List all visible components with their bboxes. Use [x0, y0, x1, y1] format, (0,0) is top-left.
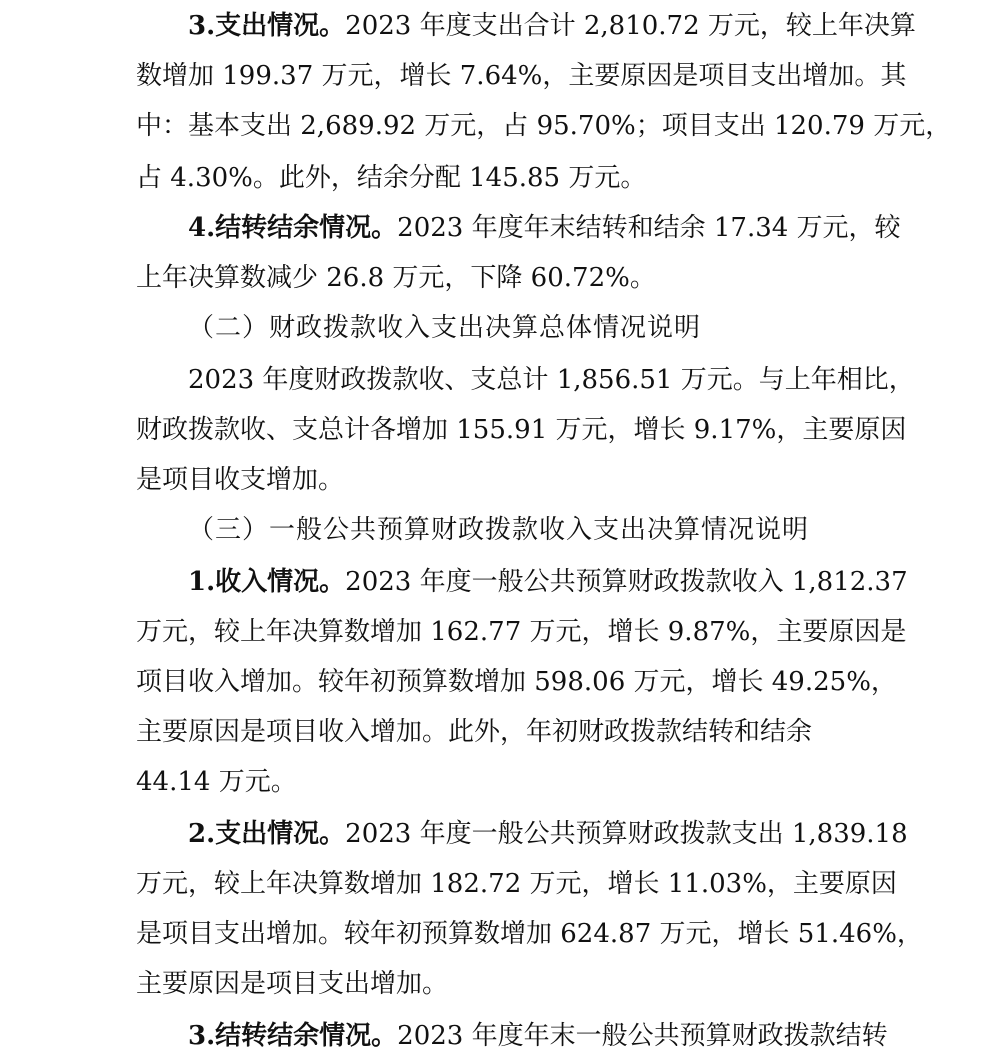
line-text: 2023 年度年末一般公共预算财政拨款结转: [397, 1021, 888, 1051]
text-line: [136, 460, 876, 500]
section-heading: 2.支出情况。: [188, 819, 346, 849]
line-text: 中：基本支出 2,689.92 万元，占 95.70%；项目支出 120.79 万元，: [136, 111, 952, 141]
text-line: [136, 914, 923, 954]
line-text: 2023 年度年末结转和结余 17.34 万元，较: [397, 213, 901, 243]
line-text: 主要原因是项目支出增加。: [136, 969, 449, 999]
line-text: 万元，较上年决算数增加 162.77 万元，增长 9.87%，主要原因是: [136, 617, 907, 647]
line-text: 2023 年度一般公共预算财政拨款支出 1,839.18: [345, 819, 908, 849]
text-line: [136, 410, 907, 450]
text-line: [136, 56, 907, 96]
section-heading: 3.结转结余情况。: [188, 1021, 398, 1051]
line-text: 万元，较上年决算数增加 182.72 万元，增长 11.03%，主要原因: [136, 869, 897, 899]
line-text: 2023 年度财政拨款收、支总计 1,856.51 万元。与上年相比，: [188, 365, 915, 395]
line-text: 44.14 万元。: [136, 767, 297, 797]
text-line: [136, 158, 876, 198]
line-text: （三）一般公共预算财政拨款收入支出决算情况说明: [188, 515, 810, 545]
line-text: 2023 年度支出合计 2,810.72 万元，较上年决算: [345, 11, 916, 41]
text-line: [136, 864, 897, 904]
line-text: 是项目收支增加。: [136, 465, 345, 495]
section-heading: 4.结转结余情况。: [188, 213, 398, 243]
line-text: 主要原因是项目收入增加。此外，年初财政拨款结转和结余: [136, 717, 813, 747]
subsection-heading: [188, 510, 809, 550]
line-text: 是项目支出增加。较年初预算数增加 624.87 万元，增长 51.46%，: [136, 919, 923, 949]
line-text: 占 4.30%。此外，结余分配 145.85 万元。: [136, 163, 647, 193]
text-line: [136, 106, 952, 146]
text-line: [188, 814, 908, 854]
text-line: [136, 712, 876, 752]
text-line: [188, 360, 915, 400]
text-line: [188, 208, 901, 248]
text-line: [188, 1016, 888, 1056]
line-text: 项目收入增加。较年初预算数增加 598.06 万元，增长 49.25%，: [136, 667, 897, 697]
line-text: 2023 年度一般公共预算财政拨款收入 1,812.37: [345, 567, 908, 597]
line-text: （二）财政拨款收入支出决算总体情况说明: [188, 313, 702, 343]
text-line: [136, 612, 907, 652]
section-heading: 3.支出情况。: [188, 11, 346, 41]
text-line: [136, 762, 876, 802]
line-text: 数增加 199.37 万元，增长 7.64%，主要原因是项目支出增加。其: [136, 61, 907, 91]
text-line: [188, 6, 916, 46]
section-heading: 1.收入情况。: [188, 567, 346, 597]
text-line: [136, 964, 876, 1004]
text-line: [136, 258, 876, 298]
line-text: 财政拨款收、支总计各增加 155.91 万元，增长 9.17%，主要原因: [136, 415, 907, 445]
line-text: 上年决算数减少 26.8 万元，下降 60.72%。: [136, 263, 656, 293]
subsection-heading: [188, 308, 701, 348]
text-line: [136, 662, 897, 702]
text-line: [188, 562, 908, 602]
